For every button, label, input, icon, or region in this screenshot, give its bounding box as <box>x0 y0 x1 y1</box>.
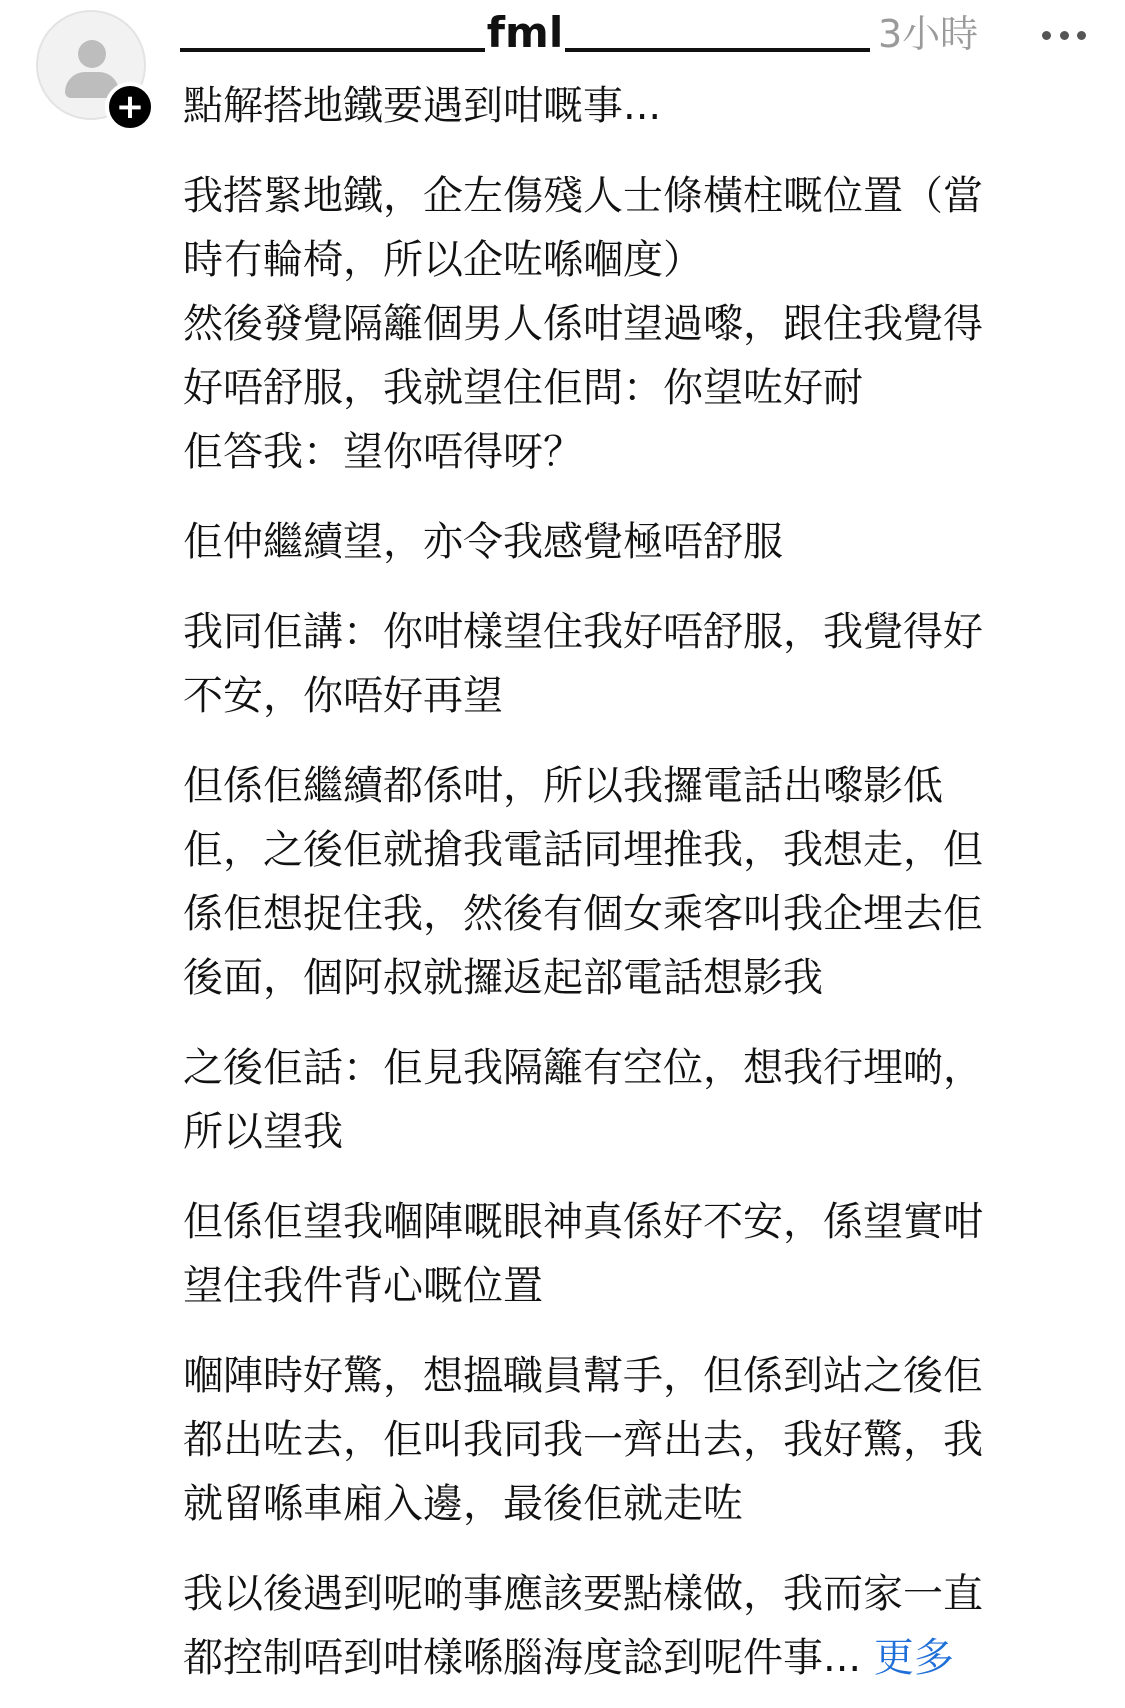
username[interactable] <box>180 6 870 58</box>
username-underline-right <box>565 48 870 52</box>
paragraph-text: 我以後遇到呢啲事應該要點樣做，我而家一直 都控制唔到咁樣喺腦海度諗到呢件事... <box>183 1571 983 1681</box>
more-options-icon[interactable] <box>1042 20 1086 50</box>
post-title: 點解搭地鐵要遇到咁嘅事... <box>183 83 662 129</box>
post-timestamp: 3小時 <box>878 12 979 56</box>
paragraph: 嗰陣時好驚，想搵職員幫手，但係到站之後佢 都出咗去，佢叫我同我一齊出去，我好驚，我 就留喺車廂入邊，最後佢就走咗 <box>183 1353 983 1527</box>
last-paragraph <box>183 1562 1108 1690</box>
paragraph: 我搭緊地鐵，企左傷殘人士條橫柱嘅位置（當 時冇輪椅，所以企咗喺嗰度） <box>183 173 983 283</box>
paragraph: 佢仲繼續望，亦令我感覺極唔舒服 <box>183 519 783 565</box>
paragraph: 佢答我：望你唔得呀？ <box>183 429 583 475</box>
paragraph: 我同佢講：你咁樣望住我好唔舒服，我覺得好 不安，你唔好再望 <box>183 609 983 719</box>
avatar-head-shape <box>78 40 106 68</box>
follow-plus-icon[interactable]: + <box>105 82 155 132</box>
dot <box>1042 31 1051 40</box>
dot <box>1060 31 1069 40</box>
paragraph: 然後發覺隔籬個男人係咁望過嚟，跟住我覺得 好唔舒服，我就望住佢問：你望咗好耐 <box>183 301 983 411</box>
dot <box>1077 31 1086 40</box>
more-link[interactable]: 更多 <box>873 1635 954 1681</box>
paragraph: 之後佢話：佢見我隔籬有空位，想我行埋啲， 所以望我 <box>183 1045 983 1155</box>
username-text: fml <box>486 7 564 57</box>
paragraph: 但係佢繼續都係咁，所以我攞電話出嚟影低 佢，之後佢就搶我電話同埋推我，我想走，但 係佢想捉住我，然後有個女乘客叫我企埋去佢 後面，個阿叔就攞返起部電話想影我 <box>183 763 983 1001</box>
post-body <box>183 164 1108 1690</box>
paragraph: 但係佢望我嗰陣嘅眼神真係好不安，係望實咁 望住我件背心嘅位置 <box>183 1199 983 1309</box>
username-underline-left <box>180 48 485 52</box>
